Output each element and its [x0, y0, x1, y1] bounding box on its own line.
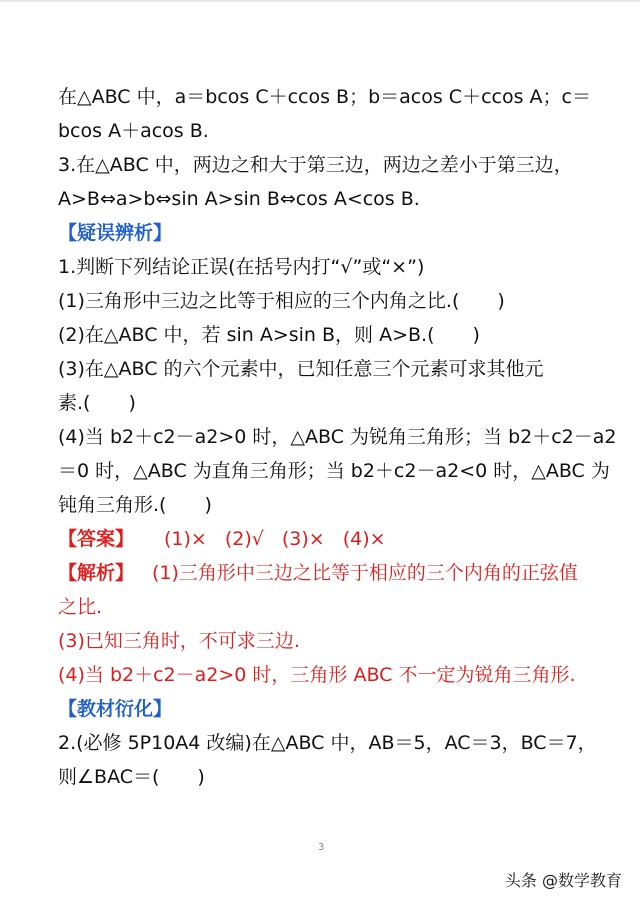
- question-1-prompt: 1.判断下列结论正误(在括号内打“√”或“×”): [58, 256, 425, 278]
- answer-2: (2)√: [224, 528, 264, 550]
- answer-3: (3)×: [281, 528, 325, 550]
- answer-4: (4)×: [342, 528, 386, 550]
- analysis-line-4: (4)当 b2＋c2－a2>0 时，三角形 ABC 不一定为锐角三角形.: [58, 664, 576, 686]
- law-of-cosines-line-1: 在△ABC 中，a＝bcos C＋ccos B；b＝acos C＋ccos A；c＝: [58, 86, 591, 108]
- watermark: 头条 @数学教育: [504, 871, 622, 890]
- analysis-line-1: [58, 556, 616, 590]
- law-of-cosines-line-2: bcos A＋acos B.: [58, 120, 209, 142]
- question-1-item-4-line-2: ＝0 时，△ABC 为直角三角形；当 b2＋c2－a2<0 时，△ABC 为: [58, 460, 610, 482]
- analysis-label: 【解析】: [58, 562, 135, 584]
- answer-label: 【答案】: [58, 528, 135, 550]
- analysis-line-3: (3)已知三角时，不可求三边.: [58, 630, 300, 652]
- analysis-text-1: (1)三角形中三边之比等于相应的三个内角的正弦值: [152, 562, 578, 584]
- question-1-item-2: (2)在△ABC 中，若 sin A>sin B，则 A>B.( ): [58, 324, 480, 346]
- page-number: 3: [318, 842, 325, 853]
- section-heading-error-analysis: 【疑误辨析】: [58, 222, 173, 244]
- triangle-sides-line-1: 3.在△ABC 中，两边之和大于第三边，两边之差小于第三边，: [58, 154, 573, 176]
- question-1-item-4-line-1: (4)当 b2＋c2－a2>0 时，△ABC 为锐角三角形；当 b2＋c2－a2: [58, 426, 617, 448]
- question-1-item-3-line-2: 素.( ): [58, 392, 136, 414]
- section-heading-textbook: 【教材衍化】: [58, 698, 173, 720]
- triangle-sides-line-2: A>B⇔a>b⇔sin A>sin B⇔cos A<cos B.: [58, 188, 420, 210]
- question-2-line-1: 2.(必修 5P10A4 改编)在△ABC 中，AB＝5，AC＝3，BC＝7，: [58, 732, 597, 754]
- answer-line: [58, 522, 616, 556]
- question-1-item-1: (1)三角形中三边之比等于相应的三个内角之比.( ): [58, 290, 505, 312]
- question-1-item-4-line-3: 钝角三角形.( ): [58, 494, 212, 516]
- question-1-item-3-line-1: (3)在△ABC 的六个元素中，已知任意三个元素可求其他元: [58, 358, 544, 380]
- document-body: [58, 80, 616, 794]
- question-2-line-2: 则∠BAC＝( ): [58, 766, 205, 788]
- analysis-line-2: 之比.: [58, 596, 103, 618]
- answer-1: (1)×: [164, 528, 207, 550]
- top-divider: [0, 0, 640, 2]
